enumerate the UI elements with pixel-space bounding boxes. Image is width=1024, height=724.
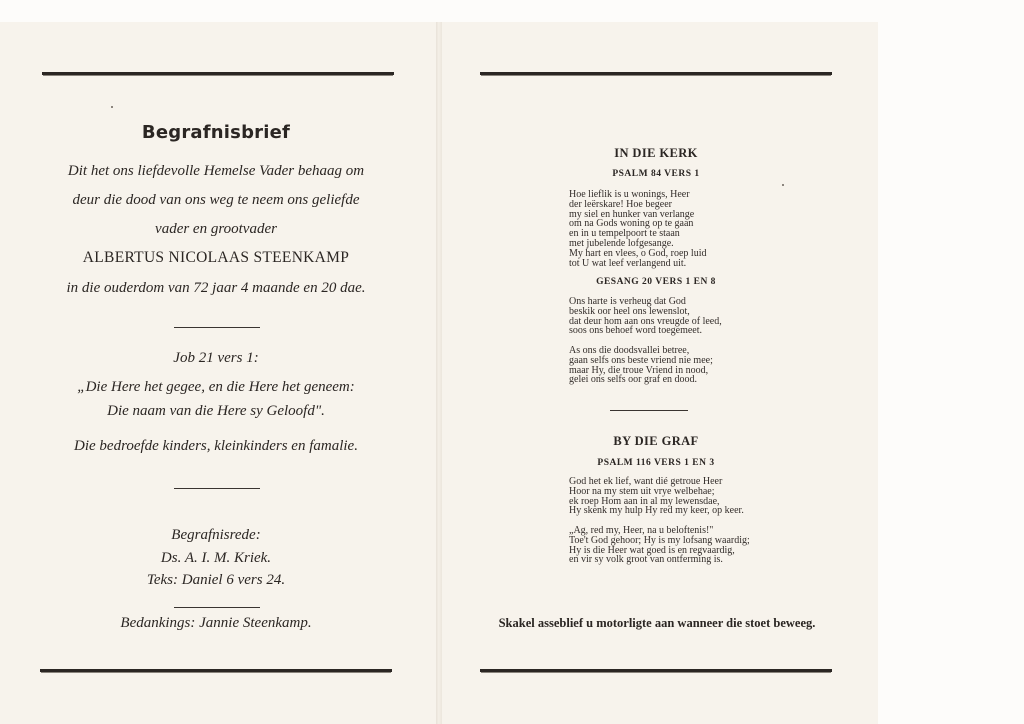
quote-line-2: Die naam van die Here sy Geloofd".: [107, 403, 325, 419]
verse-line: maar Hy, die troue Vriend in nood,: [569, 364, 709, 376]
ink-speck: [111, 106, 113, 108]
ink-speck: [782, 184, 784, 186]
bottom-rule-right: [480, 669, 832, 672]
intro-line-2: deur die dood van ons weg te neem ons geliefde: [72, 192, 360, 208]
verse-line: dat deur hom aan ons vreugde of leed,: [569, 315, 722, 327]
psalm-116-stanza-2: [569, 526, 789, 565]
deceased-name: ALBERTUS NICOLAAS STEENKAMP: [82, 249, 350, 266]
verse-line: beskik oor heel ons lewenslot,: [569, 305, 690, 317]
bottom-rule-left: [40, 669, 392, 672]
verse-line: gelei ons selfs oor graf en dood.: [569, 374, 698, 386]
verse-line: gaan selfs ons beste vriend nie mee;: [569, 354, 713, 366]
quote-line-1: „Die Here het gegee, en die Here het geneem:: [77, 379, 355, 395]
verse-line: Hoe lieflik is u wonings, Heer: [569, 189, 690, 200]
verse-line: As ons die doodsvallei betree,: [569, 345, 690, 356]
verse-line: en in u tempelpoort te staan: [569, 228, 680, 240]
hymn-20-label: GESANG 20 VERS 1 EN 8: [596, 277, 716, 287]
church-heading: IN DIE KERK: [614, 146, 698, 160]
verse-line: my siel en hunker van verlange: [569, 208, 695, 220]
age-line: in die ouderdom van 72 jaar 4 maande en 20 dae.: [66, 280, 366, 296]
verse-line: soos ons behoef word toegemeet.: [569, 325, 703, 337]
grave-heading: BY DIE GRAF: [613, 434, 699, 448]
verse-line: My hart en vlees, o God, roep luid: [569, 247, 707, 259]
psalm-84-label: PSALM 84 VERS 1: [612, 169, 700, 179]
verse-line: met jubelende lofgesange.: [569, 237, 674, 249]
minister-name: Ds. A. I. M. Kriek.: [160, 550, 272, 566]
page-title: Begrafnisbrief: [141, 122, 291, 143]
verse-line: tot U wat leef verlangend uit.: [569, 257, 687, 269]
mourners-line: Die bedroefde kinders, kleinkinders en famalie.: [74, 438, 358, 454]
verse-line: „Ag, red my, Heer, na u beloftenis!": [569, 525, 714, 536]
intro-line-1: Dit het ons liefdevolle Hemelse Vader behaag om: [67, 163, 365, 179]
divider-right: [610, 410, 688, 411]
verse-line: Hy is die Heer wat goed is en regvaardig,: [569, 544, 735, 556]
top-rule-left: [42, 72, 394, 75]
hymn-stanza-2: [569, 346, 789, 385]
verse-line: ek roep Hom aan in al my lewensdae,: [569, 495, 720, 507]
verse-line: God het ek lief, want dié getroue Heer: [569, 476, 723, 487]
sermon-heading: Begrafnisrede:: [171, 527, 261, 543]
verse-line: Ons harte is verheug dat God: [569, 296, 686, 307]
verse-line: Hoor na my stem uit vrye welbehae;: [569, 485, 715, 497]
divider-3: [174, 607, 260, 608]
verse-line: om na Gods woning op te gaan: [569, 218, 694, 230]
verse-line: der leërskare! Hoe begeer: [569, 198, 672, 210]
psalm-116-label: PSALM 116 VERS 1 EN 3: [597, 458, 715, 468]
verse-line: Hy skenk my hulp Hy red my keer, op keer.: [569, 505, 744, 517]
thanks-line: Bedankings: Jannie Steenkamp.: [120, 615, 312, 631]
psalm-84-verse: [569, 190, 789, 268]
divider-1: [174, 327, 260, 328]
top-rule-right: [480, 72, 832, 75]
verse-line: en vir sy volk groot van ontferming is.: [569, 554, 723, 566]
verse-line: Toe't God gehoor; Hy is my lofsang waardig;: [569, 534, 750, 546]
page-fold: [436, 22, 442, 724]
hymn-stanza-1: [569, 297, 789, 336]
psalm-116-stanza-1: [569, 477, 789, 516]
sermon-text: Teks: Daniel 6 vers 24.: [146, 572, 286, 588]
intro-line-3: vader en grootvader: [155, 221, 277, 237]
scripture-reference: Job 21 vers 1:: [173, 350, 259, 366]
headlights-notice: Skakel asseblief u motorligte aan wanneer die stoet beweeg.: [498, 616, 816, 630]
divider-2: [174, 488, 260, 489]
